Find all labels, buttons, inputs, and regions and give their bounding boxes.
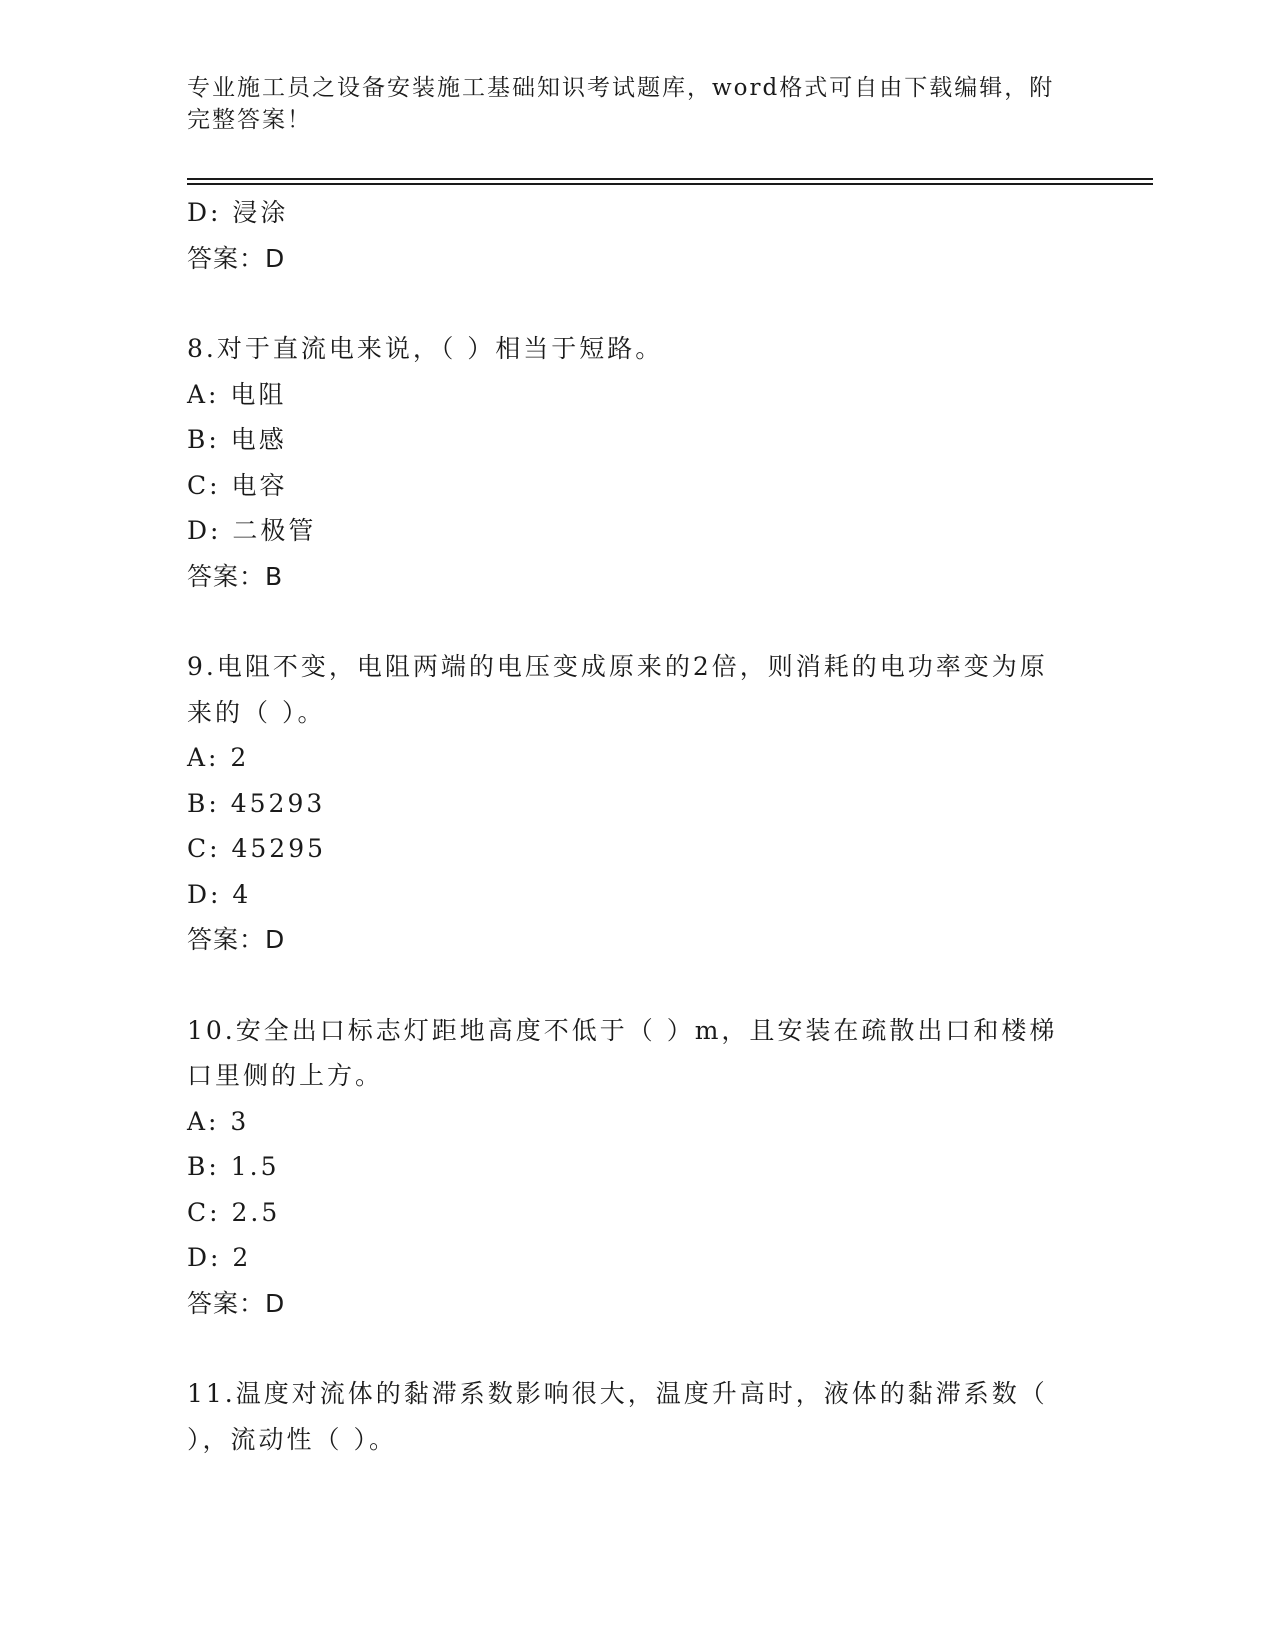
option-a: A: 2 xyxy=(187,743,250,772)
option-d: D: 4 xyxy=(187,879,252,909)
question-block xyxy=(187,1008,1087,1327)
question-block xyxy=(187,1371,1087,1462)
option-c: C: 2.5 xyxy=(187,1197,281,1227)
option-d-prev: D: 浸涂 xyxy=(187,198,289,227)
spacer xyxy=(187,963,1087,1008)
header-divider-top xyxy=(187,178,1153,180)
question-stem: 9.电阻不变，电阻两端的电压变成原来的2倍，则消耗的电功率变为原来的（ ）。 xyxy=(187,652,1048,727)
question-stem: 10.安全出口标志灯距地高度不低于（ ）m，且安装在疏散出口和楼梯口里侧的上方。 xyxy=(187,1015,1058,1090)
header-divider-bottom xyxy=(187,183,1153,185)
option-b: B: 1.5 xyxy=(187,1152,280,1181)
option-d: D: 二极管 xyxy=(187,516,317,545)
document-header: 专业施工员之设备安装施工基础知识考试题库，word格式可自由下载编辑，附完整答案！ xyxy=(187,75,1055,133)
question-block xyxy=(187,326,1087,599)
option-d: D: 2 xyxy=(187,1243,252,1272)
answer-prev: 答案：D xyxy=(187,243,286,273)
question-stem: 8.对于直流电来说，（ ）相当于短路。 xyxy=(187,334,664,363)
option-a: A: 电阻 xyxy=(187,379,287,409)
question-block xyxy=(187,644,1087,963)
option-c: C: 电容 xyxy=(187,470,288,500)
option-b: B: 电感 xyxy=(187,425,287,454)
option-b: B: 45293 xyxy=(187,788,326,818)
option-a: A: 3 xyxy=(187,1106,250,1136)
spacer xyxy=(187,599,1087,644)
document-body xyxy=(187,190,1087,1462)
answer: 答案：B xyxy=(187,561,284,591)
question-stem: 11.温度对流体的黏滞系数影响很大，温度升高时，液体的黏滞系数（ ），流动性（ ）。 xyxy=(187,1379,1048,1454)
answer: 答案：D xyxy=(187,1288,286,1318)
spacer xyxy=(187,281,1087,326)
answer: 答案：D xyxy=(187,925,286,954)
option-c: C: 45295 xyxy=(187,834,327,863)
spacer xyxy=(187,1326,1087,1371)
